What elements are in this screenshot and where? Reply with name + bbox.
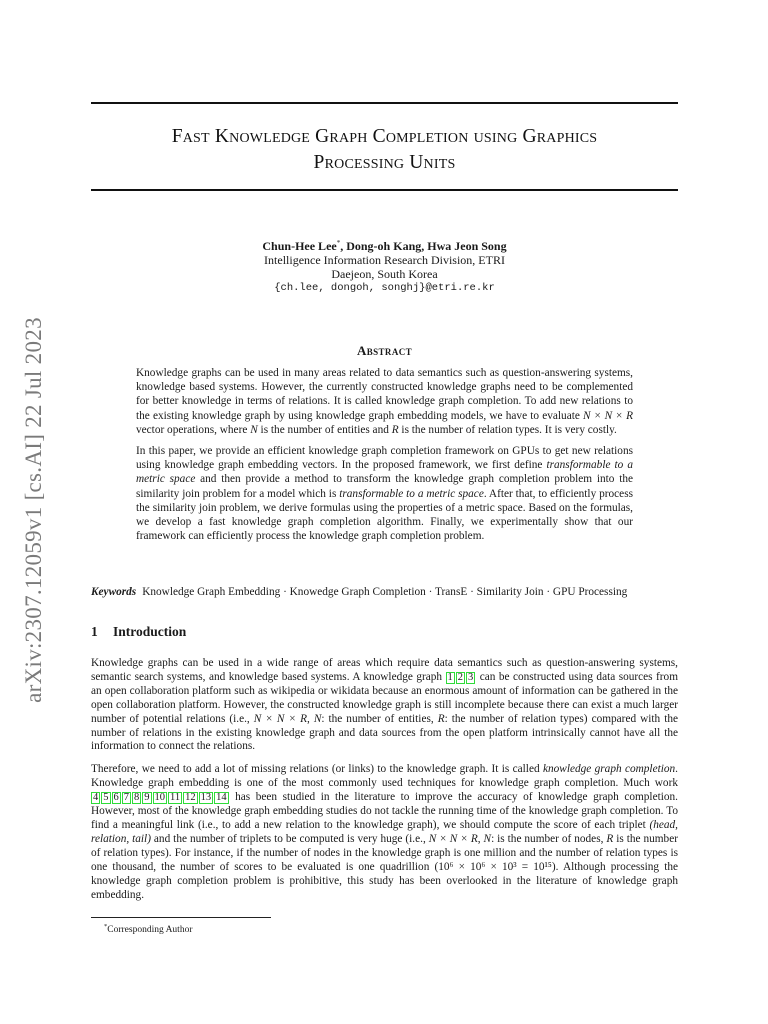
text-run: . After that, to efficiently process the similarity join problem, we derive formulas using the properties of a metric space. Based on the formulas, we develop a fast knowledge graph completion algorithm. Finally, we experimentally show that our framework can efficiently process the knowledge graph completion problem. [136,487,633,543]
text-run: Knowledge graphs can be used in many areas related to data semantics such as question-answering systems, knowledge based systems. However, the currently constructed knowledge graphs need to be complemented for better knowledge in terms of relations. It is called knowledge graph completion. To add new relations to the existing knowledge graph by using knowledge graph embedding models, we have to evaluate [136,367,633,422]
intro-paragraph-1 [91,657,678,754]
text-run: is the number of relation types. It is very costly. [398,423,617,436]
footnote [104,921,192,936]
citation-link[interactable]: 7 [123,792,129,804]
paper-title [91,124,678,176]
citation-link[interactable]: 6 [113,792,119,804]
text-run: is the number of relation types). For instance, if the number of nodes in the knowledge graph is one million and the number of relation types is one thousand, the number of scores to be evaluated is one quadrillion ( [91,832,678,873]
math-expression: N [313,712,322,725]
math-expression: N × N × R [428,832,478,845]
emphasis: transformable to a metric space [339,487,484,500]
intro-paragraph-2 [91,763,678,902]
section-heading-introduction [91,624,186,640]
abstract-heading: Abstract [356,343,413,358]
abstract-paragraph-2 [136,444,633,543]
citation-link[interactable]: 10 [154,792,165,804]
author-block [91,236,678,295]
text-run: is the number of entities and [257,423,392,436]
footnote-text: Corresponding Author [107,925,193,936]
citation-group-2 [91,791,230,803]
abstract-paragraph-1 [136,366,633,437]
arxiv-stamp [14,290,54,730]
citation-link[interactable]: 12 [185,792,196,804]
title-top-rule [91,102,678,104]
author-emails: {ch.lee, dongoh, songhj}@etri.re.kr [274,282,495,294]
text-run: : is the number of nodes, [491,832,607,845]
text-run: Knowledge graphs can be used in a wide range of areas which require data semantics such as question-answering systems, semantic search systems, and knowledge based systems. A knowledge graph [91,657,678,683]
section-title: Introduction [113,624,187,639]
affiliation: Intelligence Information Research Division, ETRI [264,253,505,267]
footnote-rule [91,917,271,918]
first-author: Chun-Hee Lee [262,239,337,253]
author-names [91,236,678,253]
text-run: ). Although processing the knowledge graph completion problem is prohibitive, this study has been overlooked in the literature of knowledge graph embedding. [91,860,678,901]
citation-link[interactable]: 14 [216,792,227,804]
emphasis: knowledge graph completion [542,763,676,776]
citation-link[interactable]: 8 [134,792,140,804]
keywords-text: Knowledge Graph Embedding · Knowedge Graph Completion · TransE · Similarity Join · GPU Processing [142,586,628,598]
text-run: , [306,712,314,725]
introduction-body [91,657,678,911]
math-expression: R [606,832,614,845]
citation-link[interactable]: 9 [144,792,150,804]
title-line-2: Processing Units [313,152,456,173]
emphasis: transformable to a metric space [136,459,633,486]
text-run: In this paper, we provide an efficient knowledge graph completion framework on GPUs to get new relations using knowledge graph embedding vectors. In the proposed framework, we first define [136,445,633,472]
math-expression: N × N × R [253,712,307,725]
text-run: has been studied in the literature to improve the accuracy of knowledge graph completion. However, most of the knowledge graph embedding studies do not tackle the running time of the knowledge graph completion. To find a meaningful link (i.e., to add a new relation to the knowledge graph), we should compute the score of each triplet [91,791,678,831]
abstract-body [136,366,633,550]
citation-link[interactable]: 1 [447,671,453,683]
math-expression: N [250,423,258,436]
math-expression: 10⁶ × 10⁶ × 10³ = 10¹⁵ [438,860,552,873]
text-run: vector operations, where [136,423,251,436]
text-run: and the number of triplets to be computed is very huge (i.e., [150,832,429,845]
math-expression: R [437,712,445,725]
citation-link[interactable]: 5 [103,792,109,804]
math-expression: R [391,423,399,436]
text-run: and then provide a method to transform the knowledge graph completion problem into the similarity join problem for a model which is [136,473,633,500]
location: Daejeon, South Korea [331,267,438,281]
text-run: Therefore, we need to add a lot of missing relations (or links) to the knowledge graph. It is called [91,763,543,776]
citation-link[interactable]: 2 [457,671,464,683]
keywords-line [91,585,691,599]
citation-link[interactable]: 13 [200,792,212,804]
other-authors: , Dong-oh Kang, Hwa Jeon Song [340,239,507,253]
citation-link[interactable]: 11 [170,792,181,804]
text-run: : the number of entities, [321,712,438,725]
keywords-label: Keywords [91,586,137,598]
title-bottom-rule [91,189,678,191]
corresponding-mark: * [336,239,341,247]
footnote-mark: * [104,923,108,930]
text-run: . Knowledge graph embedding is one of the most commonly used techniques for knowledge graph completion. Much work [91,763,678,790]
math-expression: N [483,832,492,845]
arxiv-id: arXiv:2307.12059v1 [cs.AI] 22 Jul 2023 [21,317,46,703]
text-run: can be constructed using data sources from an open collaboration platform such as wikipedia or wikidata because an enormous amount of information can be gathered in the open collaboration platform. However, the constructed knowledge graph is still incomplete because there can exist a much larger number of potential relations (i.e., [91,670,678,725]
citation-link[interactable]: 4 [93,792,99,804]
title-line-1: Fast Knowledge Graph Completion using Graphics [171,126,598,147]
citation-link[interactable]: 3 [468,671,474,683]
math-expression: (head, relation, tail) [91,818,678,845]
text-run: : the number of relation types) compared with the number of relations in the existing knowledge graph and data sources from the open platform intrinsically cannot have all the information to connect the relations. [91,712,678,753]
text-run: , [477,832,484,845]
citation-group-1 [446,671,477,683]
section-number: 1 [91,624,98,639]
math-expression: N × N × R [583,409,633,422]
